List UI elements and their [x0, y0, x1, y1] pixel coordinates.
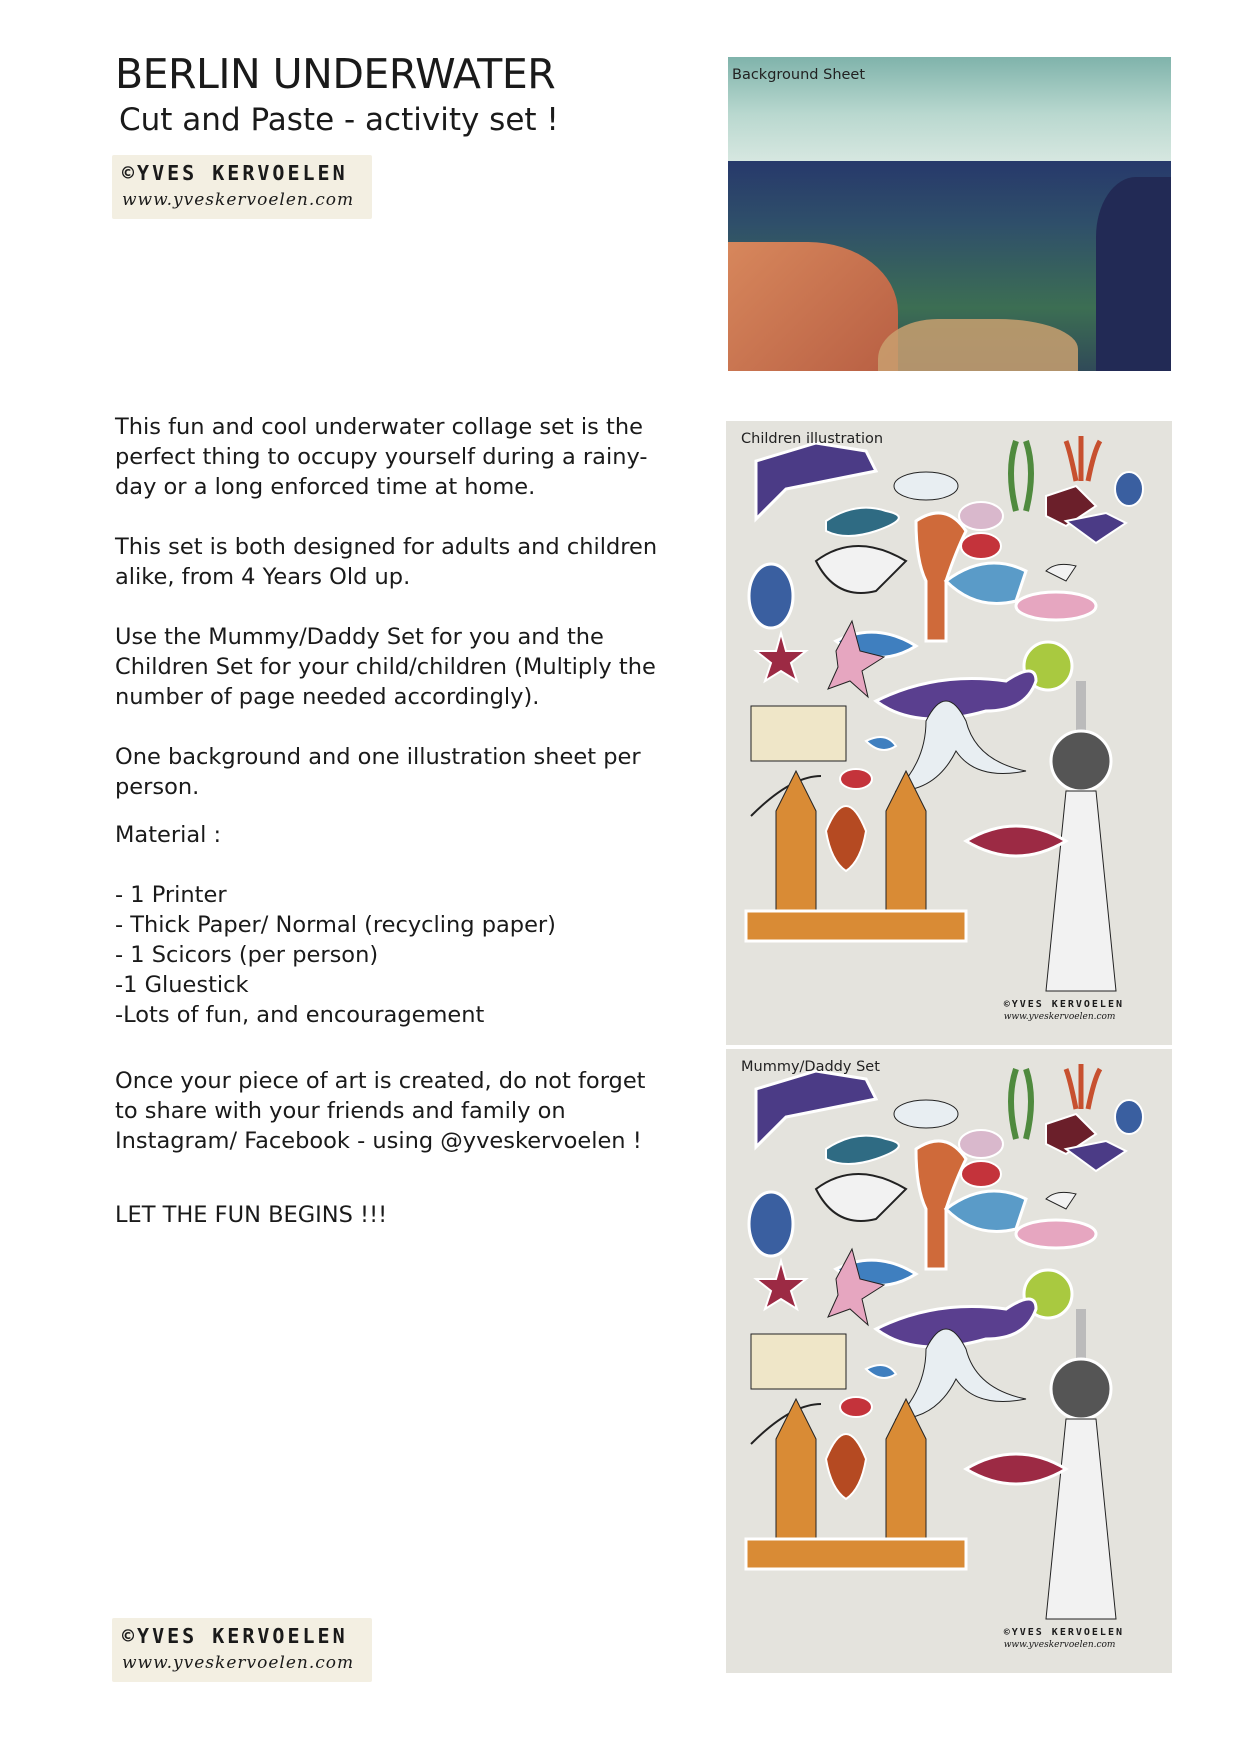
list-item: -1 Gluestick: [115, 972, 249, 998]
bridge-tower-icon: [886, 1399, 926, 1539]
children-sheet-label: Children illustration: [741, 431, 884, 447]
instructions-text: [115, 412, 675, 1260]
bridge-icon: [746, 1539, 966, 1569]
logo-url: www.yveskervoelen.com: [122, 190, 355, 210]
shell-icon: [959, 1130, 1003, 1158]
fish-icon: [966, 1454, 1066, 1484]
material-list: [115, 880, 675, 1030]
bridge-tower-icon: [886, 771, 926, 911]
share-paragraph: Once your piece of art is created, do not forget to share with your friends and family on Instagram/ Facebook - using @yveskervoelen !: [115, 1068, 646, 1154]
jellyfish-icon: [749, 1192, 793, 1256]
background-sheet-label: Background Sheet: [732, 67, 866, 83]
jellyfish-icon: [1115, 472, 1143, 506]
list-item: - 1 Printer: [115, 882, 227, 908]
logo-url: www.yveskervoelen.com: [1003, 1640, 1116, 1650]
logo-url: www.yveskervoelen.com: [122, 1653, 355, 1673]
rock-icon: [961, 1161, 1001, 1187]
rock-icon: [840, 769, 872, 789]
sheet-logo: [1004, 1627, 1124, 1651]
eel-icon: [826, 508, 899, 536]
brandenburg-gate-icon: [751, 706, 846, 761]
coral-bush-icon: [826, 806, 866, 871]
jellyfish-icon: [1115, 1100, 1143, 1134]
starfish-icon: [756, 1261, 806, 1309]
logo-name: ©YVES KERVOELEN: [1003, 999, 1124, 1010]
page-title: BERLIN UNDERWATER: [115, 50, 556, 98]
fish-icon: [894, 472, 958, 500]
background-sheet-preview: [728, 57, 1171, 371]
whale-shark-icon: [946, 1191, 1026, 1232]
page-subtitle: Cut and Paste - activity set !: [119, 102, 559, 138]
sticker-art: [726, 1049, 1172, 1673]
seaweed-icon: [1011, 1069, 1031, 1139]
rock-icon: [961, 533, 1001, 559]
brandenburg-gate-icon: [751, 1334, 846, 1389]
rock-right: [1096, 177, 1171, 371]
seaweed-icon: [1011, 441, 1031, 511]
list-item: -Lots of fun, and encouragement: [115, 1002, 485, 1028]
sheet-logo: [1004, 999, 1124, 1023]
coral-icon: [1066, 436, 1100, 481]
mummy-daddy-sheet: [726, 1049, 1172, 1673]
small-fish-icon: [866, 737, 896, 750]
list-item: - 1 Scicors (per person): [115, 942, 379, 968]
coral-bush-icon: [826, 1434, 866, 1499]
intro-paragraph: This fun and cool underwater collage set is the perfect thing to occupy yourself during a rainy-day or a long enforced time at home.: [115, 414, 648, 500]
material-heading: Material :: [115, 822, 222, 848]
sand-middle: [878, 319, 1078, 371]
logo-name: ©YVES KERVOELEN: [122, 161, 348, 185]
angelfish-icon: [816, 546, 906, 593]
coral-pink-icon: [1016, 592, 1096, 620]
bridge-icon: [746, 911, 966, 941]
eel-icon: [826, 1136, 899, 1164]
logo-url: www.yveskervoelen.com: [1003, 1012, 1116, 1022]
bridge-tower-icon: [776, 1399, 816, 1539]
small-fish-icon: [866, 1365, 896, 1378]
whale-shark-icon: [946, 563, 1026, 604]
angelfish-icon: [816, 1174, 906, 1221]
bridge-tower-icon: [776, 771, 816, 911]
logo-name: ©YVES KERVOELEN: [122, 1624, 348, 1648]
tv-tower-sphere-icon: [1051, 731, 1111, 791]
list-item: - Thick Paper/ Normal (recycling paper): [115, 912, 556, 938]
coral-pink-icon: [1016, 1220, 1096, 1248]
age-paragraph: This set is both designed for adults and children alike, from 4 Years Old up.: [115, 534, 658, 590]
jellyfish-icon: [749, 564, 793, 628]
small-fish-icon: [1046, 1192, 1076, 1209]
logo-name: ©YVES KERVOELEN: [1003, 1627, 1124, 1638]
tv-tower-icon: [1046, 791, 1116, 991]
closing-line: LET THE FUN BEGINS !!!: [115, 1202, 388, 1228]
small-fish-icon: [1046, 564, 1076, 581]
author-logo-footer: [112, 1618, 372, 1682]
starfish-icon: [756, 633, 806, 681]
shell-icon: [959, 502, 1003, 530]
children-illustration-sheet: [726, 421, 1172, 1045]
mummy-sheet-label: Mummy/Daddy Set: [741, 1059, 880, 1075]
fish-icon: [966, 826, 1066, 856]
rock-icon: [840, 1397, 872, 1417]
tv-tower-icon: [1046, 1419, 1116, 1619]
sheets-paragraph: One background and one illustration sheet per person.: [115, 744, 641, 800]
fish-icon: [894, 1100, 958, 1128]
author-logo: [112, 155, 372, 219]
coral-icon: [1066, 1064, 1100, 1109]
sticker-art: [726, 421, 1172, 1045]
sets-paragraph: Use the Mummy/Daddy Set for you and the Children Set for your child/children (Multiply the number of page needed accordingly).: [115, 624, 656, 710]
tv-tower-sphere-icon: [1051, 1359, 1111, 1419]
